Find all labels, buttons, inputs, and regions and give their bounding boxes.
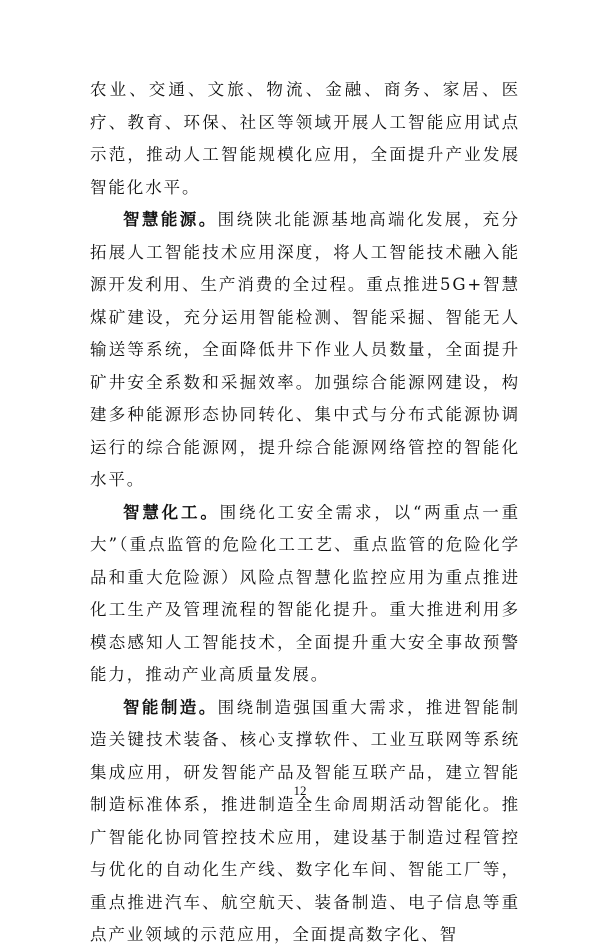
page-number: 12 (293, 783, 307, 798)
body-text (90, 74, 520, 952)
paragraph-body: 围绕陕北能源基地高端化发展，充分拓展人工智能技术应用深度，将人工智能技术融入能源开发利用、生产消费的全过程。重点推进5G+智慧煤矿建设，充分运用智能检测、智能采掘、智能无人输送等系统，全面降低井下作业人员数量，全面提升矿井安全系数和采掘效率。加强综合能源网建设，构建多种能源形态协同转化、集中式与分布式能源协调运行的综合能源网，提升综合能源网络管控的智能化水平。 (90, 210, 521, 489)
section-heading: 智慧能源。 (123, 210, 218, 229)
section-heading: 智能制造。 (123, 697, 218, 717)
paragraph-body: 围绕制造强国重大需求，推进智能制造关键技术装备、核心支撑软件、工业互联网等系统集成应用，研发智能产品及智能互联产品，建立智能制造标准体系，推进制造全生命周期活动智能化。推广智能化协同管控技术应用，建设基于制造过程管控与优化的自动化生产线、数字化车间、智能工厂等，重点推进汽车、航空航天、装备制造、电子信息等重点产业领域的示范应用，全面提高数字化、智 (90, 697, 521, 944)
paragraph-body: 农业、交通、文旅、物流、金融、商务、家居、医疗、教育、环保、社区等领域开展人工智能应用试点示范，推动人工智能规模化应用，全面提升产业发展智能化水平。 (90, 80, 520, 197)
paragraph-body: 围绕化工安全需求，以“两重点一重大”（重点监管的危险化工工艺、重点监管的危险化学品和重大危险源）风险点智慧化监控应用为重点推进化工生产及管理流程的智能化提升。重大推进利用多模态感知人工智能技术，全面提升重大安全事故预警能力，推动产业高质量发展。 (90, 502, 520, 684)
section-heading: 智慧化工。 (123, 502, 220, 522)
paragraph-smart-energy (90, 204, 520, 497)
paragraph-smart-chemical (90, 497, 520, 692)
paragraph-continuation (90, 74, 520, 204)
paragraph-smart-manufacturing (90, 692, 520, 952)
